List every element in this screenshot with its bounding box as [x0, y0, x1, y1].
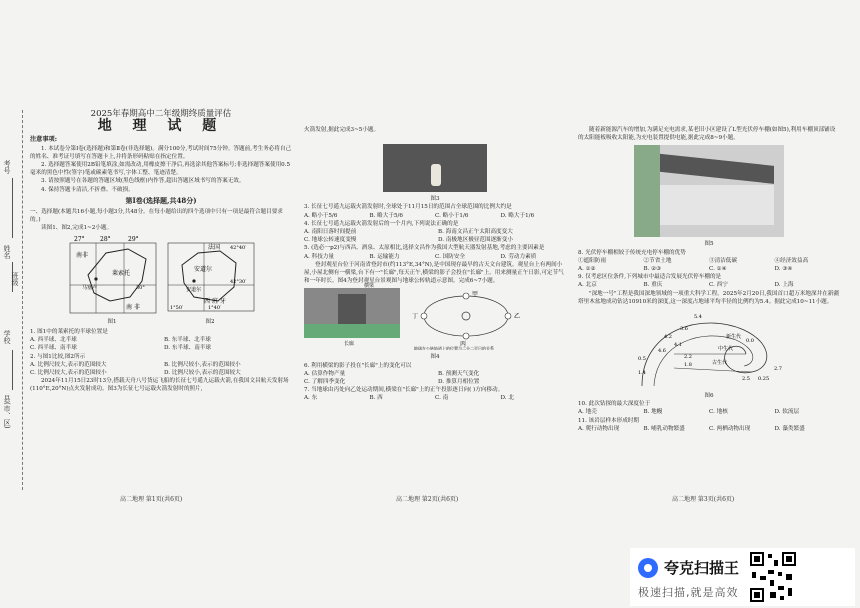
- notes-heading: 注意事项:: [30, 136, 58, 144]
- option: C. ①④: [709, 266, 727, 273]
- orbit-label-yi: 乙: [514, 313, 521, 321]
- option: A. 北京: [578, 282, 597, 289]
- option-grid: [30, 336, 292, 352]
- option: A. 地壳: [578, 409, 597, 416]
- watermark-brand: 夸克扫描王: [664, 559, 740, 577]
- page-footer: 高二地理 第1页(共6页): [120, 496, 183, 503]
- question-stem: 4. 长征七号遥九运载火箭发射后的一个月内,下列说法正确的是: [304, 220, 459, 227]
- spiral-value: 4.2: [664, 334, 672, 341]
- side-label-county: 县(市、区): [3, 395, 11, 429]
- option: D. 东半球、南半球: [164, 345, 211, 352]
- question-stem: 10. 此次钻探的最大深度位于: [578, 401, 651, 408]
- option: D. 北: [500, 395, 514, 402]
- statement: ①遮阳防雨: [578, 257, 606, 264]
- option: A. 南阳日落时间提前: [304, 229, 357, 236]
- section-intro: 一、选择题(本题共16小题,每小题3分,共48分。在每小题给出的四个选项中只有一项是最符合题目要求的。): [30, 209, 283, 224]
- spiral-value: 0.0: [746, 338, 754, 345]
- option-grid: [578, 281, 840, 289]
- map-label-lat: 42°30′: [230, 278, 247, 285]
- watermark-slogan: 极速扫描,就是高效: [638, 586, 739, 599]
- option-grid: [304, 394, 566, 402]
- option: A. 西半球、北半球: [30, 337, 77, 344]
- question-stem: 2. 与图1比较,图2所示: [30, 353, 86, 360]
- map-label-france: 法国: [208, 243, 221, 251]
- statement: ②节省土地: [643, 257, 672, 264]
- subject-title: 地 理 试 题: [97, 118, 225, 135]
- figure-caption: 图2: [205, 318, 215, 325]
- option-grid: [578, 425, 840, 433]
- map-label-spain: 西 班 牙: [204, 297, 226, 305]
- side-label-class: 班级: [11, 272, 19, 286]
- spiral-value: 0.25: [758, 376, 770, 383]
- option: C. 地核: [709, 409, 728, 416]
- orbit-label-jia: 甲: [472, 291, 479, 299]
- option: D. 藻类繁盛: [774, 425, 805, 432]
- option: A. ①②: [578, 266, 596, 273]
- passage: 随着新能源汽车的增加,为满足充电需求,某老旧小区建设了L型光伏停车棚(如图5),利用车棚顶部铺设的太阳能板吸收太阳能,为充电装置提供电能,据此完成8~9小题。: [578, 127, 836, 142]
- map-label-maseru: 马塞卢: [82, 284, 98, 291]
- spiral-value: 5.4: [694, 314, 702, 321]
- option-grid: [30, 361, 292, 377]
- orbit-label-ding: 丁: [412, 313, 419, 321]
- option: A. 比例尺较大,表示的范围较大: [30, 361, 107, 368]
- option: D. 劳动力素质: [500, 253, 537, 260]
- option: D. 比例尺较小,表示的范围较大: [164, 370, 241, 377]
- map-label-south-africa: 南非: [76, 251, 89, 259]
- option: B. 预测天气变化: [438, 370, 480, 377]
- spiral-value: 0.5: [638, 356, 646, 363]
- option: C. 南: [435, 395, 449, 402]
- geologic-time-spiral: [634, 308, 784, 390]
- era-label: 中生代: [718, 346, 734, 353]
- label-corridor: 长廊: [344, 341, 355, 348]
- option: B. ②③: [643, 266, 662, 273]
- orbit-diagram: [408, 288, 528, 350]
- spiral-value: 1.8: [684, 362, 692, 369]
- passage: 2024年11月15日23时13分,搭载天舟八号货运飞船的长征七号遥九运载火箭,在我国文昌航天发射场(110°E,20°N)点火发射成功。图3为长征七号运载火箭发射时的照片,: [30, 378, 289, 393]
- side-line: [12, 178, 13, 238]
- page-3-column: [578, 126, 840, 433]
- option: B. 重庆: [643, 282, 663, 289]
- option: B. 地幔: [643, 409, 663, 416]
- question-stem: 3. 长征七号遥九运载火箭发射时,全球处于11月15日的范围占全球范围的比例大约是: [304, 204, 512, 211]
- option: A. 估算作物产量: [304, 370, 346, 377]
- question-stem: 8. 光伏停车棚相较于传统充电停车棚的优势: [578, 249, 686, 256]
- option: B. 比例尺较小,表示的范围较小: [164, 361, 241, 368]
- map-label-andorra-city: 安道尔: [186, 286, 202, 293]
- option-grid: [578, 265, 840, 273]
- option-grid: [304, 370, 566, 386]
- question-stem: 1. 图1中的莱索托的半球位置是: [30, 329, 108, 336]
- option-grid: [578, 408, 840, 416]
- lesotho-map: [66, 235, 158, 315]
- figure-caption: 图6: [704, 393, 714, 400]
- map-label-lon: 1°40′: [208, 304, 222, 311]
- observatory-photo: [304, 283, 400, 348]
- option: C. 略小于1/6: [435, 212, 469, 219]
- note-item: 3. 请按照题号在各题的答题区域(黑色线框)内作答,超出答题区域书写的答案无效。: [41, 178, 245, 185]
- map-label-andorra-country: 安道尔: [194, 265, 213, 273]
- option: B. 海南文昌正午太阳高度变大: [438, 229, 513, 236]
- page-1-column: [30, 108, 292, 394]
- quark-logo-icon: [638, 558, 658, 578]
- spiral-value: 3.6: [680, 326, 688, 333]
- option: A. 东: [304, 395, 318, 402]
- option: D. 上海: [774, 282, 794, 289]
- passage: "深地一号"工程是我国深地领域的一项重大科学工程。2025年2月20日,我国首口超万米地深井在新疆塔里木盆地成功钻达10910米的深度,这一深度占地球平均半径的比例约为5.4。据此完成10~11小题。: [578, 290, 839, 305]
- scanner-watermark: [630, 548, 855, 606]
- map-label-lesotho: 莱索托: [112, 269, 131, 277]
- label-beam: 横梁: [364, 283, 375, 290]
- option: C. 西宁: [709, 282, 728, 289]
- question-stem: 9. 仅考虑区位条件,下列城市中最适合发展光伏停车棚的是: [578, 274, 722, 281]
- question-lead: 读图1、图2,完成1~2小题。: [41, 225, 113, 232]
- spiral-value: 4.1: [674, 342, 682, 349]
- option: C. 了解四季变化: [304, 379, 346, 386]
- statement: ④经济效益高: [774, 257, 809, 264]
- option: B. 西: [369, 395, 383, 402]
- option: B. 略大于5/6: [369, 212, 403, 219]
- option-grid: [304, 228, 566, 244]
- statement: ③清洁低碳: [709, 257, 737, 264]
- spiral-value: 2.2: [684, 354, 692, 361]
- page-2-column: [304, 126, 566, 403]
- question-stem: 7. 当地球由丙处向乙处运动期间,横梁在"长廊"上的正午投影逐日向( )方向移动。: [304, 387, 504, 394]
- map-label-lat: 30°: [136, 284, 145, 291]
- fold-line: [22, 110, 23, 490]
- option: D. 略大于1/6: [500, 212, 535, 219]
- lat-label: 27°: [74, 235, 85, 243]
- lat-label: 28°: [100, 235, 111, 243]
- maps-row: [30, 235, 292, 326]
- qr-code-icon: [748, 550, 798, 604]
- orbit-label-bing: 丙: [460, 341, 467, 349]
- option: D. 推算月相位置: [438, 379, 480, 386]
- map-figure-1: [66, 235, 158, 326]
- option-grid: [304, 253, 566, 261]
- option: D. 南极地区极昼范围逐渐变小: [438, 237, 513, 244]
- option: A. 略小于5/6: [304, 212, 338, 219]
- option: A. 爬行动物出现: [578, 425, 620, 432]
- side-label-name: 姓名: [3, 245, 11, 259]
- page-footer: 高二地理 第2页(共6页): [396, 496, 459, 503]
- era-label: 新生代: [726, 334, 742, 341]
- passage: 登封观星台位于河南省登封市(约113°E,34°N),是中国现存最早的古天文台建筑。观星台上有两间小屋,小屋北侧有一横梁,台下有一"长廊",每天正午,横梁的影子会投在"长廊"上。用来测量正午日影,可定节气和一年时长。图4为登封观星台景观图与地球公转轨道示意图。完成6~7小题。: [304, 261, 564, 285]
- option-grid: [304, 212, 566, 220]
- page-footer: 高二地理 第3页(共6页): [672, 496, 735, 503]
- option: C. 地球公转速度变慢: [304, 237, 357, 244]
- question-stem: 5. (选必一p2)与西昌、酒泉、太原相比,选择文昌作为我国大型航天器发射基地,考虑的主要因素是: [304, 245, 545, 252]
- option: B. 哺乳动物繁盛: [643, 425, 685, 432]
- andorra-map: [164, 235, 256, 315]
- option: C. 两栖动物出现: [709, 425, 751, 432]
- option: C. 西半球、南半球: [30, 345, 77, 352]
- rocket-launch-photo: [383, 144, 487, 192]
- option: C. 国防安全: [435, 253, 466, 260]
- exam-title: 2025年春期高中二年级期终质量评估: [90, 109, 232, 119]
- map-label-south-africa: 南 非: [126, 303, 140, 311]
- option: C. 比例尺较大,表示的范围较小: [30, 370, 107, 377]
- map-figure-2: [164, 235, 256, 326]
- option: D. ③④: [774, 266, 793, 273]
- solar-carport-photo: [634, 145, 784, 237]
- section-title: 第Ⅰ卷(选择题,共48分): [125, 195, 197, 205]
- era-label: 古生代: [712, 360, 728, 367]
- figure-caption: 图4: [430, 354, 440, 361]
- spiral-value: 2.5: [742, 376, 750, 383]
- question-stem: 11. 该岩层样本形成时期: [578, 417, 640, 424]
- option: B. 东半球、北半球: [164, 337, 211, 344]
- binding-strip: [0, 0, 34, 500]
- option: A. 科技力量: [304, 253, 334, 260]
- option: B. 运输能力: [369, 253, 400, 260]
- note-item: 2. 选择题答案使用2B铅笔填涂,如需改动,用橡皮擦干净后,再选涂其他答案标号;非选择题答案使用0.5毫米的黑色中性(签字)笔或碳素笔书写,字体工整、笔迹清楚。: [30, 162, 291, 177]
- map-label-lat: 42°40′: [230, 244, 247, 251]
- spiral-value: 1.4: [638, 370, 646, 377]
- lat-label: 29°: [128, 235, 139, 243]
- figure-caption: 图5: [704, 241, 714, 248]
- figure-caption: 图1: [107, 318, 117, 325]
- orbit-note: 地球在公转轨道上的位置与二分二至日的关系: [414, 346, 494, 351]
- spiral-value: 4.6: [658, 348, 666, 355]
- side-label-school: 学校: [3, 330, 11, 344]
- figure-caption: 图3: [430, 196, 440, 203]
- question-lead: 火箭发射,据此完成3~5小题。: [304, 127, 380, 133]
- note-item: 1. 本试卷分第Ⅰ卷(选择题)和第Ⅱ卷(非选择题)。满分100分,考试时间75分钟。答题前,考生务必将自己的姓名、准考证号填写在答题卡上,并将条形码粘贴在指定位置。: [30, 145, 292, 160]
- side-label-exam-no: 考号: [3, 160, 11, 174]
- statement-list: [578, 257, 840, 265]
- map-label-lon: 1°50′: [170, 304, 184, 311]
- option: D. 软流层: [774, 409, 800, 416]
- side-line: [12, 350, 13, 390]
- figure-4: [304, 283, 566, 351]
- spiral-value: 2.7: [774, 366, 782, 373]
- question-stem: 6. 利用横梁的影子投在"长廊"上的变化可以: [304, 362, 412, 369]
- note-item: 4. 保持答题卡清洁,不折叠、不破损。: [41, 186, 134, 193]
